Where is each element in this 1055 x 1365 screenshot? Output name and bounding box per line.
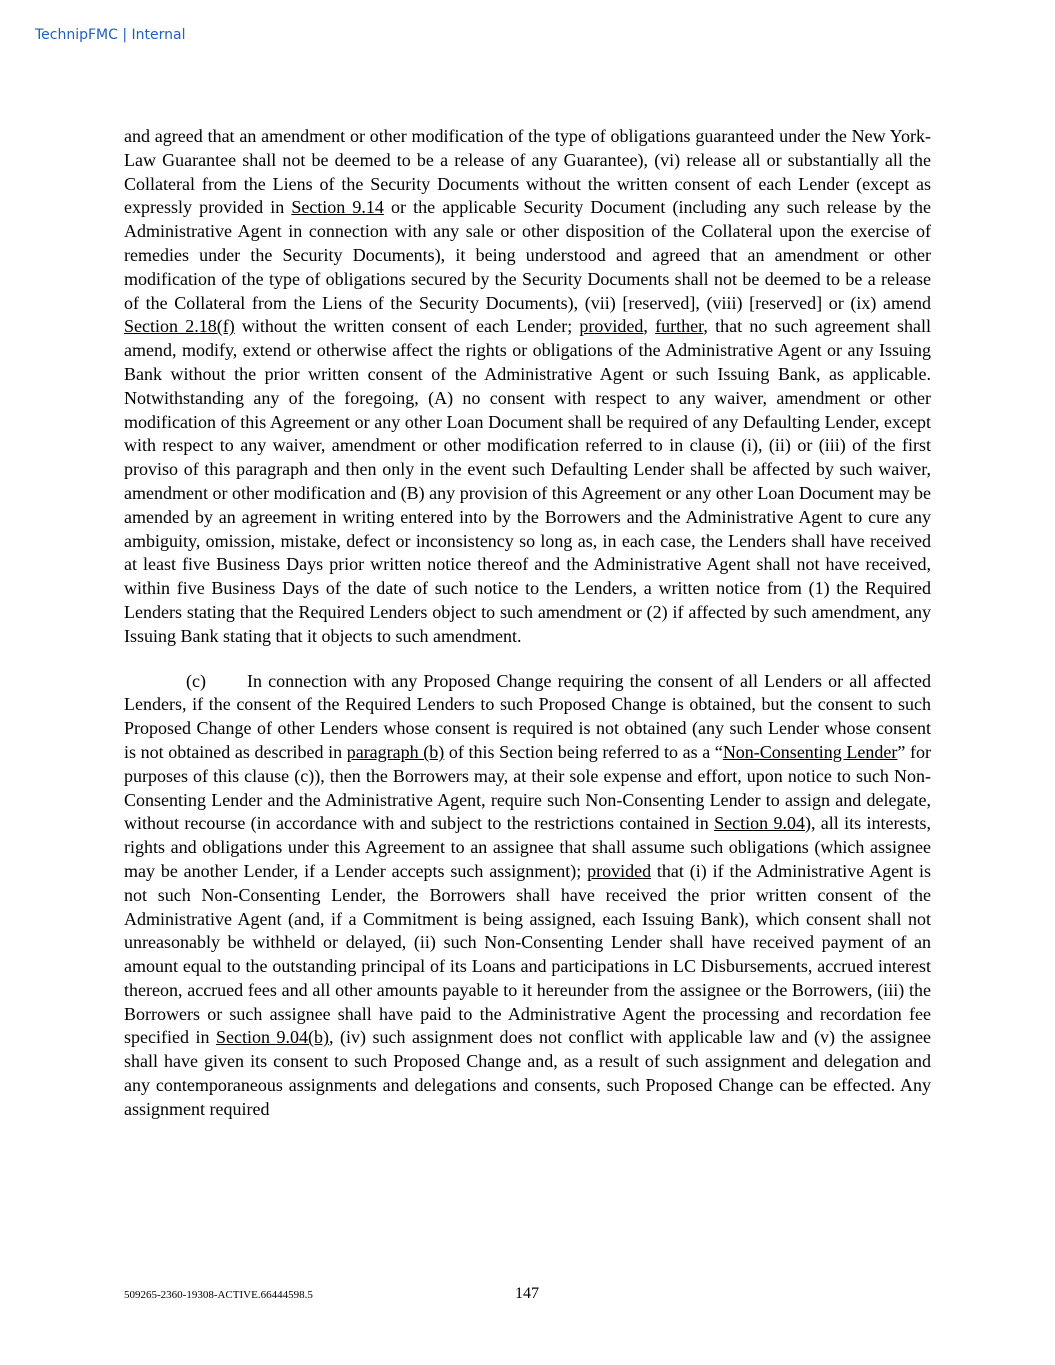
text-run: ” for purposes of this clause (c)), then the Borrowers may, at their sole expense and effort, upon notice to such Non-Consenting Lender and the Administrative Agent, require such Non-Consenting Lender to assign and delegate, without recourse (in accordance with and subject to the restrictions contained in xyxy=(124,741,932,834)
text-run: ), all its interests, rights and obligations under this Agreement to an assignee that shall assume such obligations (which assignee may be another Lender, if a Lender accepts such assignment); xyxy=(124,813,931,881)
document-id: 509265-2360-19308-ACTIVE.66444598.5 xyxy=(124,1289,313,1301)
text-run: of this Section being referred to as a “ xyxy=(444,741,723,762)
cross-reference-link: Section 9.04 xyxy=(714,813,805,834)
text-run: , that no such agreement shall amend, modify, extend or otherwise affect the rights or obligations of the Administrative Agent or any Issuing Bank without the prior written consent of the Administrative Agent or such Issuing Bank, as applicable. Notwithstanding any of the foregoing, (A) no consent with respect to any waiver, amendment or other modification of this Agreement or any other Loan Document shall be required of any Defaulting Lender, except with respect to any waiver, amendment or other modification referred to in clause (i), (ii) or (iii) of the first proviso of this paragraph and then only in the event such Defaulting Lender shall be affected by such waiver, amendment or other modification and (B) any provision of this Agreement or any other Loan Document may be amended by an agreement in writing entered into by the Borrowers and the Administrative Agent to cure any ambiguity, omission, mistake, defect or inconsistency so long as, in each case, the Lenders shall have received at least five Business Days prior written notice thereof and the Administrative Agent shall not have received, within five Business Days of the date of such notice to the Lenders, a written notice from (1) the Required Lenders stating that the Required Lenders object to such amendment or (2) if affected by such amendment, any Issuing Bank stating that it objects to such amendment. xyxy=(124,316,931,646)
cross-reference-link: Section 2.18(f) xyxy=(124,316,235,337)
text-run: In connection with any Proposed Change requiring the consent of all Lenders or all affected Lenders, if the consent of the Required Lenders to such Proposed Change is obtained, but the consent to such Proposed Change of other Lenders whose consent is required is not obtained (any such Lender whose consent is not obtained as described in xyxy=(124,670,931,762)
defined-term: Non-Consenting Lender xyxy=(722,741,898,762)
emphasis-term: provided xyxy=(579,316,644,337)
text-run: that (i) if the Administrative Agent is not such Non-Consenting Lender, the Borrowers shall have received the prior written consent of the Administrative Agent (and, if a Commitment is being assigned, each Issuing Bank), which consent shall not unreasonably be withheld or delayed, (ii) such Non-Consenting Lender shall have received payment of an amount equal to the outstanding principal of its Loans and participations in LC Disbursements, accrued interest thereon, accrued fees and all other amounts payable to it hereunder from the assignee or the Borrowers, (iii) the Borrowers or such assignee shall have paid to the Administrative Agent the processing and recordation fee specified in xyxy=(124,860,931,1048)
text-run: , xyxy=(643,316,656,337)
paragraph-b-continuation xyxy=(124,125,931,649)
cross-reference-link: Section 9.04(b) xyxy=(216,1027,329,1048)
clause-label: (c) xyxy=(186,670,206,691)
text-run: , (iv) such assignment does not conflict with applicable law and (v) the assignee shall have given its consent to such Proposed Change and, as a result of such assignment and delegation and any contemporaneous assignments and delegations and consents, such Proposed Change can be effected. Any assignment required xyxy=(124,1027,931,1119)
text-run: or the applicable Security Document (including any such release by the Administrative Agent in connection with any sale or other disposition of the Collateral upon the exercise of remedies under the Security Documents), it being understood and agreed that an amendment or other modification of the type of obligations secured by the Security Documents shall not be deemed to be a release of the Collateral from the Liens of the Security Documents), (vii) [reserved], (viii) [reserved] or (ix) amend xyxy=(124,197,931,313)
page-number: 147 xyxy=(515,1285,539,1302)
emphasis-term: provided xyxy=(587,860,652,881)
emphasis-term: further xyxy=(655,316,704,337)
text-run: and agreed that an amendment or other modification of the type of obligations guaranteed under the New York-Law Guarantee shall not be deemed to be a release of any Guarantee), (vi) release all or substantially all the Collateral from the Liens of the Security Documents without the written consent of each Lender (except as expressly provided in xyxy=(124,126,931,218)
classification-label: TechnipFMC | Internal xyxy=(35,27,186,43)
text-run: without the written consent of each Lender; xyxy=(234,316,580,337)
cross-reference-link: paragraph (b) xyxy=(346,741,445,762)
cross-reference-link: Section 9.14 xyxy=(291,197,384,218)
paragraph-c xyxy=(124,670,931,1122)
document-body xyxy=(124,125,931,1122)
